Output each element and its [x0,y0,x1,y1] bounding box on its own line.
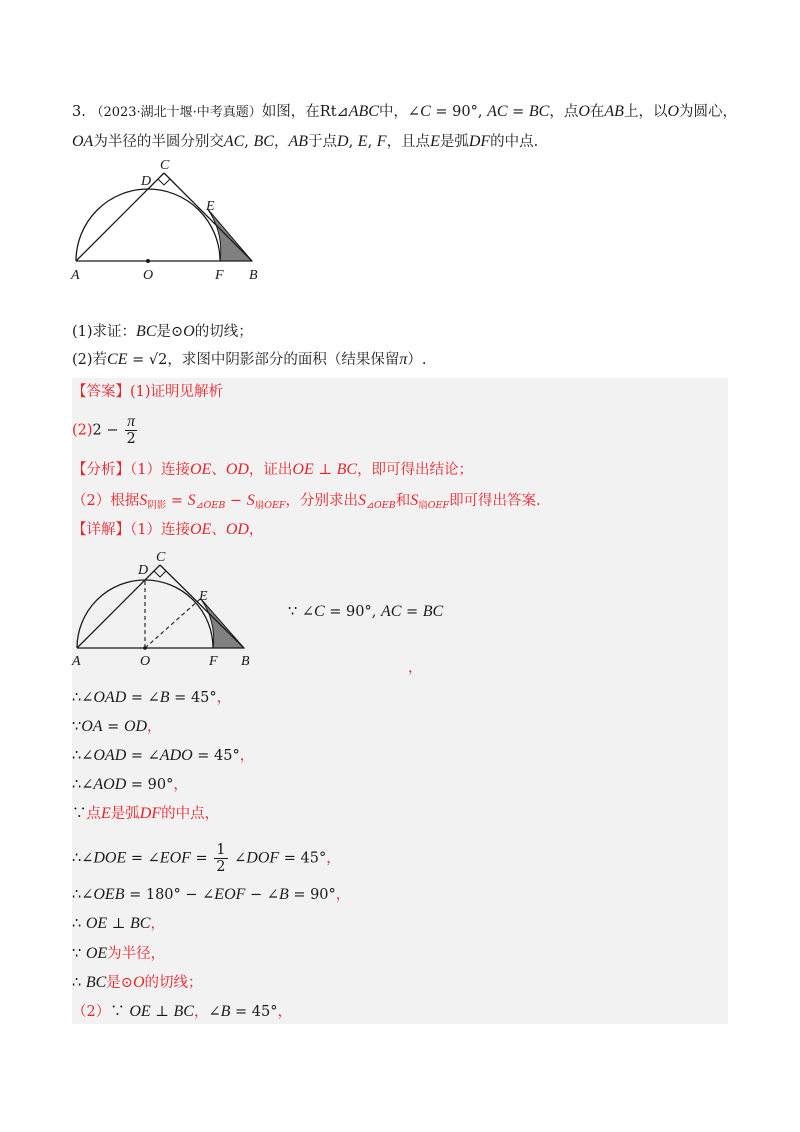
right-angle-mark-2 [154,571,166,577]
label-C: C [160,158,170,173]
label-E-2: E [199,589,208,604]
label-F-2: F [209,654,218,669]
step-1: ∴∠OAD = ∠B = 45°， [72,689,232,706]
label-D: D [141,174,152,189]
label-A: A [71,268,80,283]
shaded-region-2 [201,599,244,648]
center-point [146,259,150,263]
problem-source: （2023·湖北十堰·中考真题） [90,105,262,120]
detail-tag: 【详解】 [72,522,130,538]
analysis-tag: 【分析】 [72,462,130,478]
answer-part2-prefix: (2) [72,422,93,439]
semicircle-arc [76,189,220,261]
step-8: ∴ OE ⊥ BC， [72,915,165,932]
geometry-figure-2 [70,548,270,670]
step-4: ∴∠AOD = 90°， [72,776,188,793]
label-B-2: B [241,654,250,669]
detail-intro: 【详解】（1）连接OE、OD， [72,521,264,538]
question-2: (2)若CE = √2，求图中阴影部分的面积（结果保留π）. [72,351,427,368]
step-2: ∵OA = OD， [72,718,162,735]
step-5: ∵点E是弧DF的中点， [72,805,220,822]
segment-bc-2 [160,565,244,648]
analysis-line-1: 【分析】（1）连接OE、OD，证出OE ⊥ BC，即可得出结论； [72,461,474,478]
label-A-2: A [72,654,81,669]
step-3: ∴∠OAD = ∠ADO = 45°， [72,747,255,764]
question-1: (1)求证：BC是⊙O的切线； [72,323,253,340]
label-F: F [215,268,224,283]
center-point-2 [143,646,147,650]
segment-bc [164,173,252,261]
right-angle-mark [158,179,170,185]
step-6: ∴∠DOE = ∠EOF = $\frac{1}{2}$ ∠DOF = 45°， [72,842,341,875]
answer-line-2: (2)2 − $\frac{\pi}{2}$ [72,413,136,447]
segment-oe-dashed [145,599,201,648]
detail-comma: ， [408,660,423,676]
problem-line-1: 3. （2023·湖北十堰·中考真题）如图，在Rt⊿ABC中，∠C = 90°, AC = BC，点O在AB上，以O为圆心， [72,103,738,120]
answer-line-1 [72,382,223,402]
label-E: E [206,199,215,214]
problem-line-2: OA为半径的半圆分别交AC, BC，AB于点D, E, F，且点E是弧DF的中点. [72,133,539,150]
label-C-2: C [156,550,166,565]
half-fraction: $\frac{1}{2}$ [216,842,226,875]
step-9: ∵ OE为半径， [72,945,166,962]
answer-tag: 【答案】 [72,384,130,400]
step-10: ∴ BC是⊙O的切线； [72,974,203,991]
label-O-2: O [140,654,151,669]
answer-fraction: $\frac{\pi}{2}$ [126,413,136,447]
label-O: O [143,268,154,283]
detail-given: ∵ ∠C = 90°, AC = BC [288,603,444,620]
geometry-figure-1 [70,155,280,285]
label-D-2: D [138,563,149,578]
shaded-region [207,209,252,262]
step-11: （2）∵ OE ⊥ BC，∠B = 45°， [72,1003,292,1020]
step-7: ∴∠OEB = 180° − ∠EOF − ∠B = 90°， [72,886,351,903]
answer-part1: (1)证明见解析 [130,384,224,400]
problem-number: 3. [72,104,91,120]
label-B: B [249,268,258,283]
analysis-line-2: （2）根据$S_{阴影} = S_{⊿OEB} - S_{扇OEF}$，分别求出$S_{⊿OEB}$和$S_{扇OEF}$即可得出答案. [72,492,541,511]
